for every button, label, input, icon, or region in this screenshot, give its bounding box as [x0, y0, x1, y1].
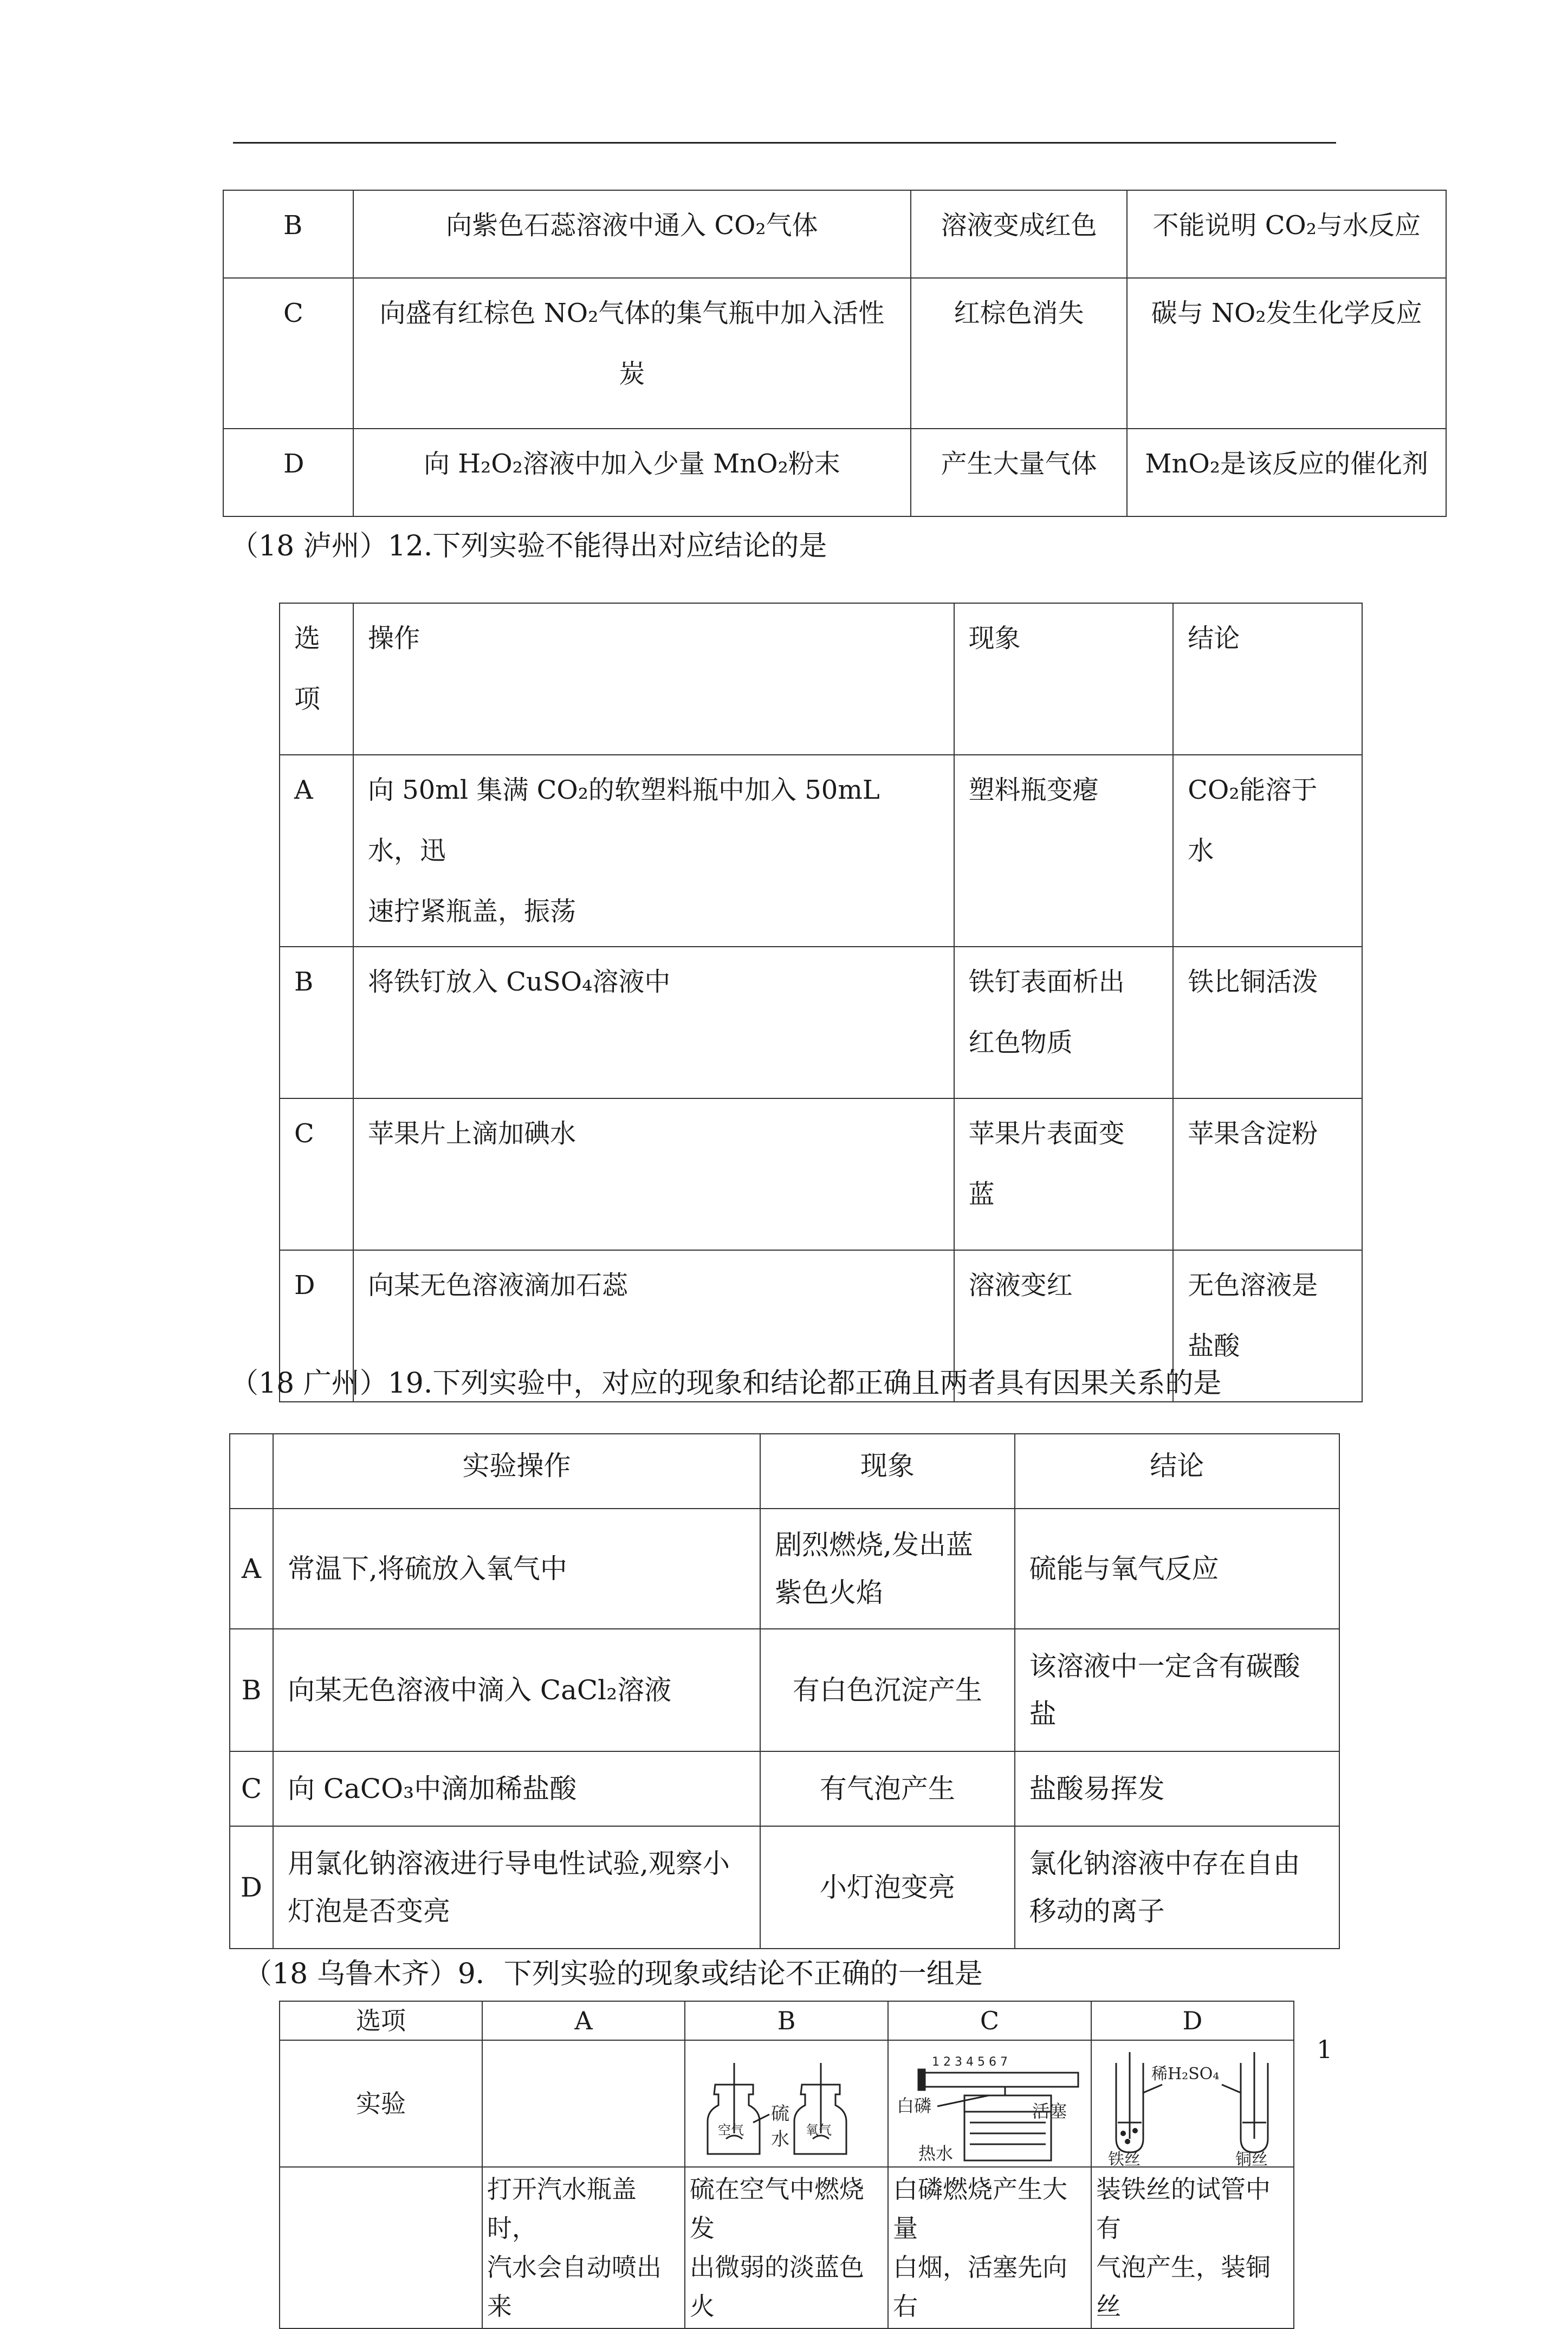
col-b-header: B: [685, 2001, 888, 2040]
cell-line: 盐酸易挥发: [1029, 1773, 1165, 1804]
conclusion-header: 结论: [1173, 603, 1362, 755]
cell-line: 水: [1188, 836, 1214, 866]
operation-cell: 向紫色石蕊溶液中通入 CO₂气体: [353, 190, 911, 278]
result-d-cell: [1091, 2167, 1294, 2328]
cell-line: 移动的离子: [1029, 1895, 1165, 1927]
cell-line: 汽水会自动喷出来: [487, 2253, 662, 2321]
cell-line: 有白色沉淀产生: [792, 1674, 982, 1706]
label-hot-water: 热水: [918, 2143, 953, 2164]
cell-line: 紫色火焰: [775, 1577, 884, 1608]
label-air: 空气: [718, 2123, 744, 2138]
option-cell: A: [230, 1509, 273, 1629]
option-cell: B: [280, 947, 353, 1098]
cell-line: 速拧紧瓶盖，振荡: [367, 896, 576, 927]
cell-line: 硫能与氧气反应: [1029, 1553, 1219, 1584]
conclusion-cell: 不能说明 CO₂与水反应: [1127, 190, 1446, 278]
operation-header: 实验操作: [273, 1434, 760, 1509]
cell-line: 气泡产生，装铜丝: [1096, 2253, 1271, 2321]
operation-header: 操作: [353, 603, 954, 755]
question-9-title: （18 乌鲁木齐）9．下列实验的现象或结论不正确的一组是: [244, 1958, 983, 1990]
cell-line: 白磷燃烧产生大量: [892, 2175, 1067, 2243]
result-b-cell: [685, 2167, 888, 2328]
phenomenon-header: 现象: [954, 603, 1174, 755]
diagram-a-cell: [482, 2040, 685, 2167]
cell-line: 灯泡是否变亮: [287, 1895, 450, 1927]
operation-line: 向盛有红棕色 NO₂气体的集气瓶中加入活性: [379, 298, 885, 328]
cell-line: 塑料瓶变瘪: [968, 775, 1099, 805]
phenomenon-cell: 溶液变成红色: [911, 190, 1128, 278]
cell-line: 无色溶液是: [1188, 1270, 1318, 1301]
label-piston: 活塞: [1032, 2101, 1067, 2121]
cell-line: 硫在空气中燃烧发: [690, 2175, 864, 2243]
cell-line: 苹果片上滴加碘水: [367, 1118, 576, 1149]
cell-line: 向 50ml 集满 CO₂的软塑料瓶中加入 50mL 水，迅: [367, 775, 880, 866]
option-cell: B: [230, 1629, 273, 1751]
option-cell: C: [230, 1751, 273, 1826]
conclusion-header: 结论: [1015, 1434, 1339, 1509]
label-white-phosphorus: 白磷: [896, 2095, 931, 2116]
header-line: 选: [294, 623, 321, 654]
cell-line: 装铁丝的试管中有: [1096, 2175, 1271, 2243]
label-dilute-acid: 稀H₂SO₄: [1151, 2065, 1220, 2084]
label-iron-wire: 铁丝: [1107, 2150, 1141, 2169]
cell-line: 出微弱的淡蓝色火: [690, 2253, 864, 2321]
question-12-title: （18 泸州）12.下列实验不能得出对应结论的是: [230, 530, 827, 562]
diagram-b-cell: [685, 2040, 888, 2167]
experiment-label-cell: 实验: [280, 2040, 482, 2167]
page-number: 1: [1317, 2035, 1333, 2064]
result-a-cell: [482, 2167, 685, 2328]
diagram-c-cell: [888, 2040, 1091, 2167]
cell-line: 向 CaCO₃中滴加稀盐酸: [287, 1773, 577, 1804]
cell-line: 打开汽水瓶盖时，: [487, 2175, 637, 2243]
cell-line: 盐酸: [1188, 1331, 1240, 1361]
cell-line: 该溶液中一定含有碳酸: [1029, 1651, 1300, 1682]
operation-line: 炭: [619, 359, 645, 389]
option-cell: D: [280, 1250, 353, 1402]
col-a-header: A: [482, 2001, 685, 2040]
table-header-row: [280, 2001, 1294, 2040]
cell-line: 氯化钠溶液中存在自由: [1029, 1848, 1300, 1879]
option-cell: C: [280, 1098, 353, 1250]
conclusion-cell: MnO₂是该反应的催化剂: [1127, 429, 1446, 516]
option-header: 选项: [280, 2001, 482, 2040]
label-scale: 1 2 3 4 5 6 7: [931, 2055, 1008, 2069]
cell-line: 向某无色溶液中滴入 CaCl₂溶液: [287, 1674, 672, 1706]
result-label-cell: [280, 2167, 482, 2328]
option-cell: D: [223, 429, 353, 516]
label-oxygen: 氧气: [806, 2123, 832, 2138]
cell-line: 铁比铜活泼: [1188, 967, 1318, 997]
cell-line: 白烟，活塞先向右: [892, 2253, 1067, 2321]
sulfur-combustion-diagram: [685, 2041, 886, 2166]
cell-line: 有气泡产生: [819, 1773, 955, 1804]
cell-line: 向某无色溶液滴加石蕊: [367, 1270, 628, 1301]
col-c-header: C: [888, 2001, 1091, 2040]
option-cell: A: [280, 755, 353, 947]
label-copper-wire: 铜丝: [1235, 2150, 1268, 2169]
experiment-table-4: [279, 2001, 1294, 2329]
option-cell: C: [223, 278, 353, 429]
cell-line: 剧烈燃烧,发出蓝: [775, 1529, 973, 1561]
cell-line: 溶液变红: [968, 1270, 1073, 1301]
cell-line: 苹果片表面变: [968, 1118, 1125, 1149]
option-cell: D: [230, 1826, 273, 1949]
col-d-header: D: [1091, 2001, 1294, 2040]
cell-line: 将铁钉放入 CuSO₄溶液中: [367, 967, 671, 997]
table-row: [280, 2167, 1294, 2328]
result-c-cell: [888, 2167, 1091, 2328]
conclusion-cell: 碳与 NO₂发生化学反应: [1127, 278, 1446, 429]
cell-line: 盐: [1029, 1698, 1057, 1730]
phenomenon-header: 现象: [760, 1434, 1015, 1509]
cell-line: 常温下,将硫放入氧气中: [287, 1553, 567, 1584]
question-19-title: （18 广州）19.下列实验中，对应的现象和结论都正确且两者具有因果关系的是: [230, 1367, 1222, 1400]
header-line: 项: [294, 684, 321, 714]
operation-cell: 向 H₂O₂溶液中加入少量 MnO₂粉末: [353, 429, 911, 516]
cell-line: 红色物质: [968, 1027, 1073, 1058]
table-row: [280, 2040, 1294, 2167]
cell-line: 小灯泡变亮: [819, 1872, 955, 1903]
diagram-d-cell: [1091, 2040, 1294, 2167]
cell-line: 用氯化钠溶液进行导电性试验,观察小: [287, 1848, 730, 1879]
cell-line: 苹果含淀粉: [1188, 1118, 1318, 1149]
cell-line: 蓝: [968, 1179, 995, 1209]
phenomenon-cell: 产生大量气体: [911, 429, 1128, 516]
cell-line: 铁钉表面析出: [968, 967, 1125, 997]
white-phosphorus-diagram: [889, 2041, 1089, 2166]
metal-acid-diagram: [1092, 2041, 1292, 2169]
option-cell: B: [223, 190, 353, 278]
phenomenon-cell: 红棕色消失: [911, 278, 1128, 429]
label-sulfur: 硫: [771, 2103, 789, 2125]
label-water: 水: [771, 2129, 789, 2150]
cell-line: CO₂能溶于: [1188, 775, 1318, 805]
